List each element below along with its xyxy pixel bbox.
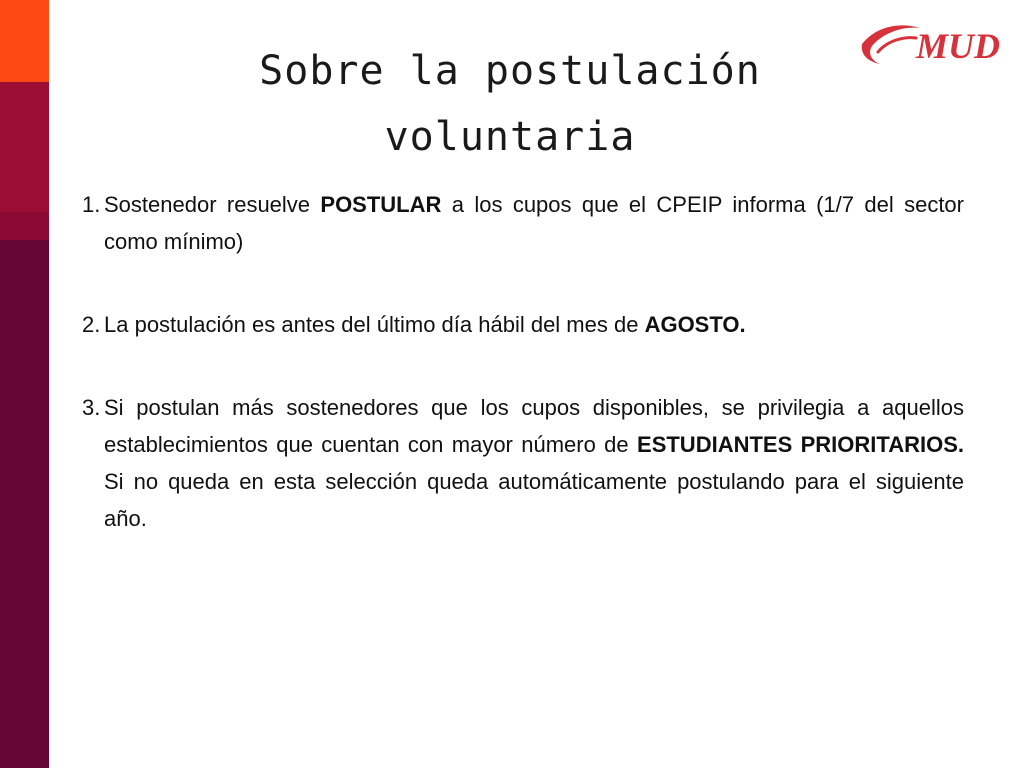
item-text: Si postulan más sostenedores que los cupos disponibles, se privilegia a aquellos establecimientos que cuentan con mayor número de bbox=[104, 395, 964, 457]
item-text-end: a los cupos que el CPEIP informa (1/7 del sector como mínimo) bbox=[104, 192, 964, 254]
mud-logo bbox=[858, 16, 1008, 76]
slide-title: Sobre la postulación voluntaria bbox=[259, 48, 761, 160]
item-text: Sostenedor resuelve bbox=[104, 192, 321, 217]
side-color-strip bbox=[0, 0, 49, 768]
item-number: 2. bbox=[82, 312, 101, 337]
strip-segment-crimson bbox=[0, 82, 49, 212]
item-number: 3. bbox=[82, 395, 101, 420]
item-emphasis: POSTULAR bbox=[320, 192, 442, 217]
item-text: La postulación es antes del último día hábil del mes de bbox=[104, 312, 645, 337]
strip-segment-maroon bbox=[0, 240, 49, 768]
points-list bbox=[82, 186, 964, 583]
strip-segment-dark-crimson bbox=[0, 212, 49, 240]
strip-segment-orange bbox=[0, 0, 49, 82]
logo-eye-stroke bbox=[878, 38, 916, 52]
item-text-end: Si no queda en esta selección queda automáticamente postulando para el siguiente año. bbox=[104, 469, 964, 531]
logo-text: MUD bbox=[916, 26, 1001, 66]
list-item bbox=[82, 306, 964, 343]
item-number: 1. bbox=[82, 192, 101, 217]
item-emphasis: ESTUDIANTES PRIORITARIOS. bbox=[637, 432, 964, 457]
logo-swoosh bbox=[862, 25, 920, 64]
item-emphasis: AGOSTO. bbox=[644, 312, 746, 337]
list-item bbox=[82, 186, 964, 260]
list-item bbox=[82, 389, 964, 537]
